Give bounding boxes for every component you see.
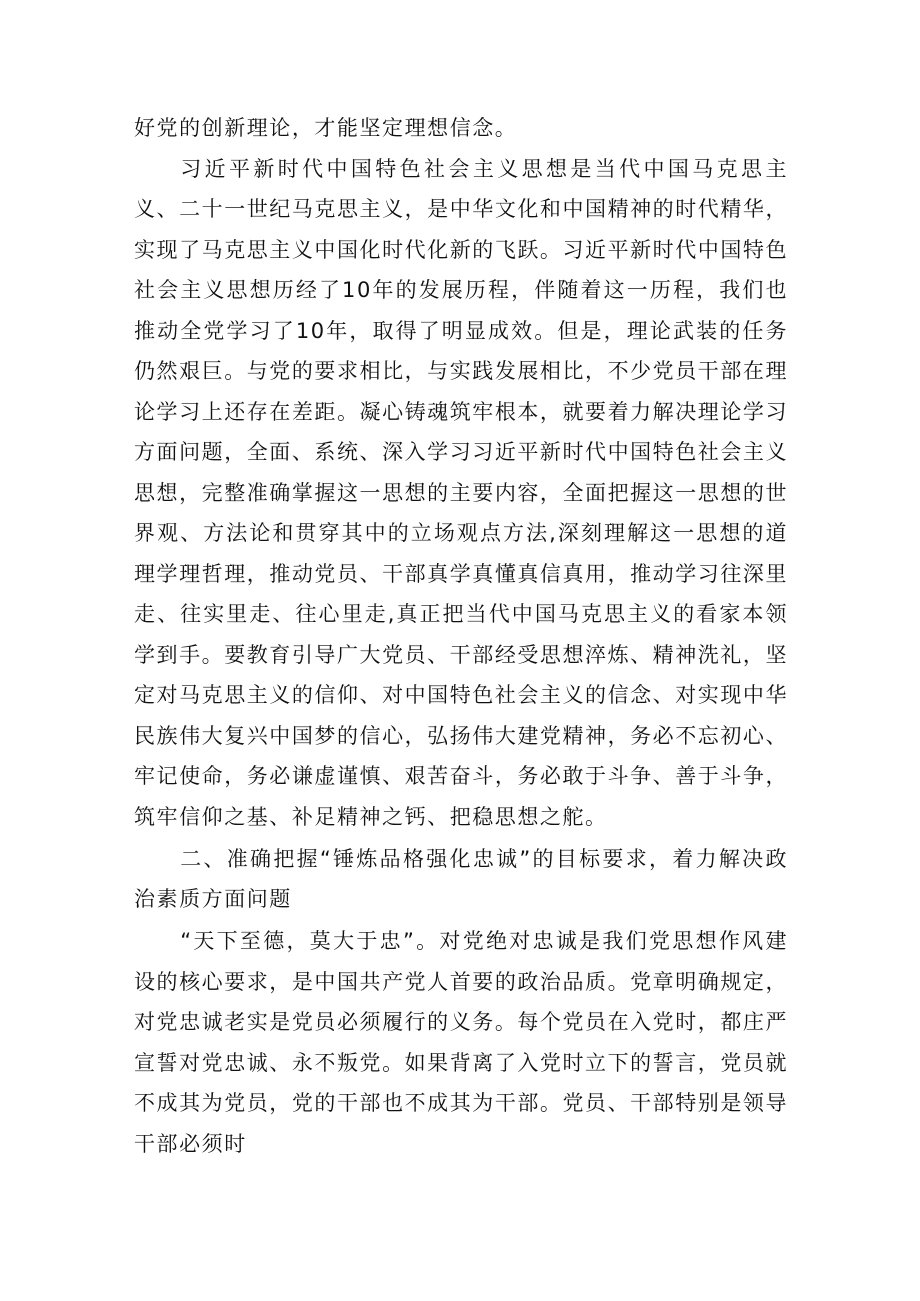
document-page [134,108,788,1164]
paragraph-thought-study: 习近平新时代中国特色社会主义思想是当代中国马克思主义、二十一世纪马克思主义，是中华文化和中国精神的时代精华，实现了马克思主义中国化时代化新的飞跃。习近平新时代中国特色社会主义思想历经了10年的发展历程，伴随着这一历程，我们也推动全党学习了10年，取得了明显成效。但是，理论武装的任务仍然艰巨。与党的要求相比，与实践发展相比，不少党员干部在理论学习上还存在差距。凝心铸魂筑牢根本，就要着力解决理论学习方面问题，全面、系统、深入学习习近平新时代中国特色社会主义思想，完整准确掌握这一思想的主要内容，全面把握这一思想的世界观、方法论和贯穿其中的立场观点方法,深刻理解这一思想的道理学理哲理，推动党员、干部真学真懂真信真用，推动学习往深里走、往实里走、往心里走,真正把当代中国马克思主义的看家本领学到手。要教育引导广大党员、干部经受思想淬炼、精神洗礼，坚定对马克思主义的信仰、对中国特色社会主义的信念、对实现中华民族伟大复兴中国梦的信心，弘扬伟大建党精神，务必不忘初心、牢记使命，务必谦虚谨慎、艰苦奋斗，务必敢于斗争、善于斗争，筑牢信仰之基、补足精神之钙、把稳思想之舵。 [134,156,788,829]
paragraph-loyalty: “天下至德，莫大于忠”。对党绝对忠诚是我们党思想作风建设的核心要求，是中国共产党人首要的政治品质。党章明确规定，对党忠诚老实是党员必须履行的义务。每个党员在入党时，都庄严宣誓对党忠诚、永不叛党。如果背离了入党时立下的誓言，党员就不成其为党员，党的干部也不成其为干部。党员、干部特别是领导干部必须时 [134,929,788,1156]
paragraph-continuation: 好党的创新理论，才能坚定理想信念。 [134,116,518,140]
section-heading-2: 二、准确把握“锤炼品格强化忠诚”的目标要求，着力解决政治素质方面问题 [134,846,788,911]
